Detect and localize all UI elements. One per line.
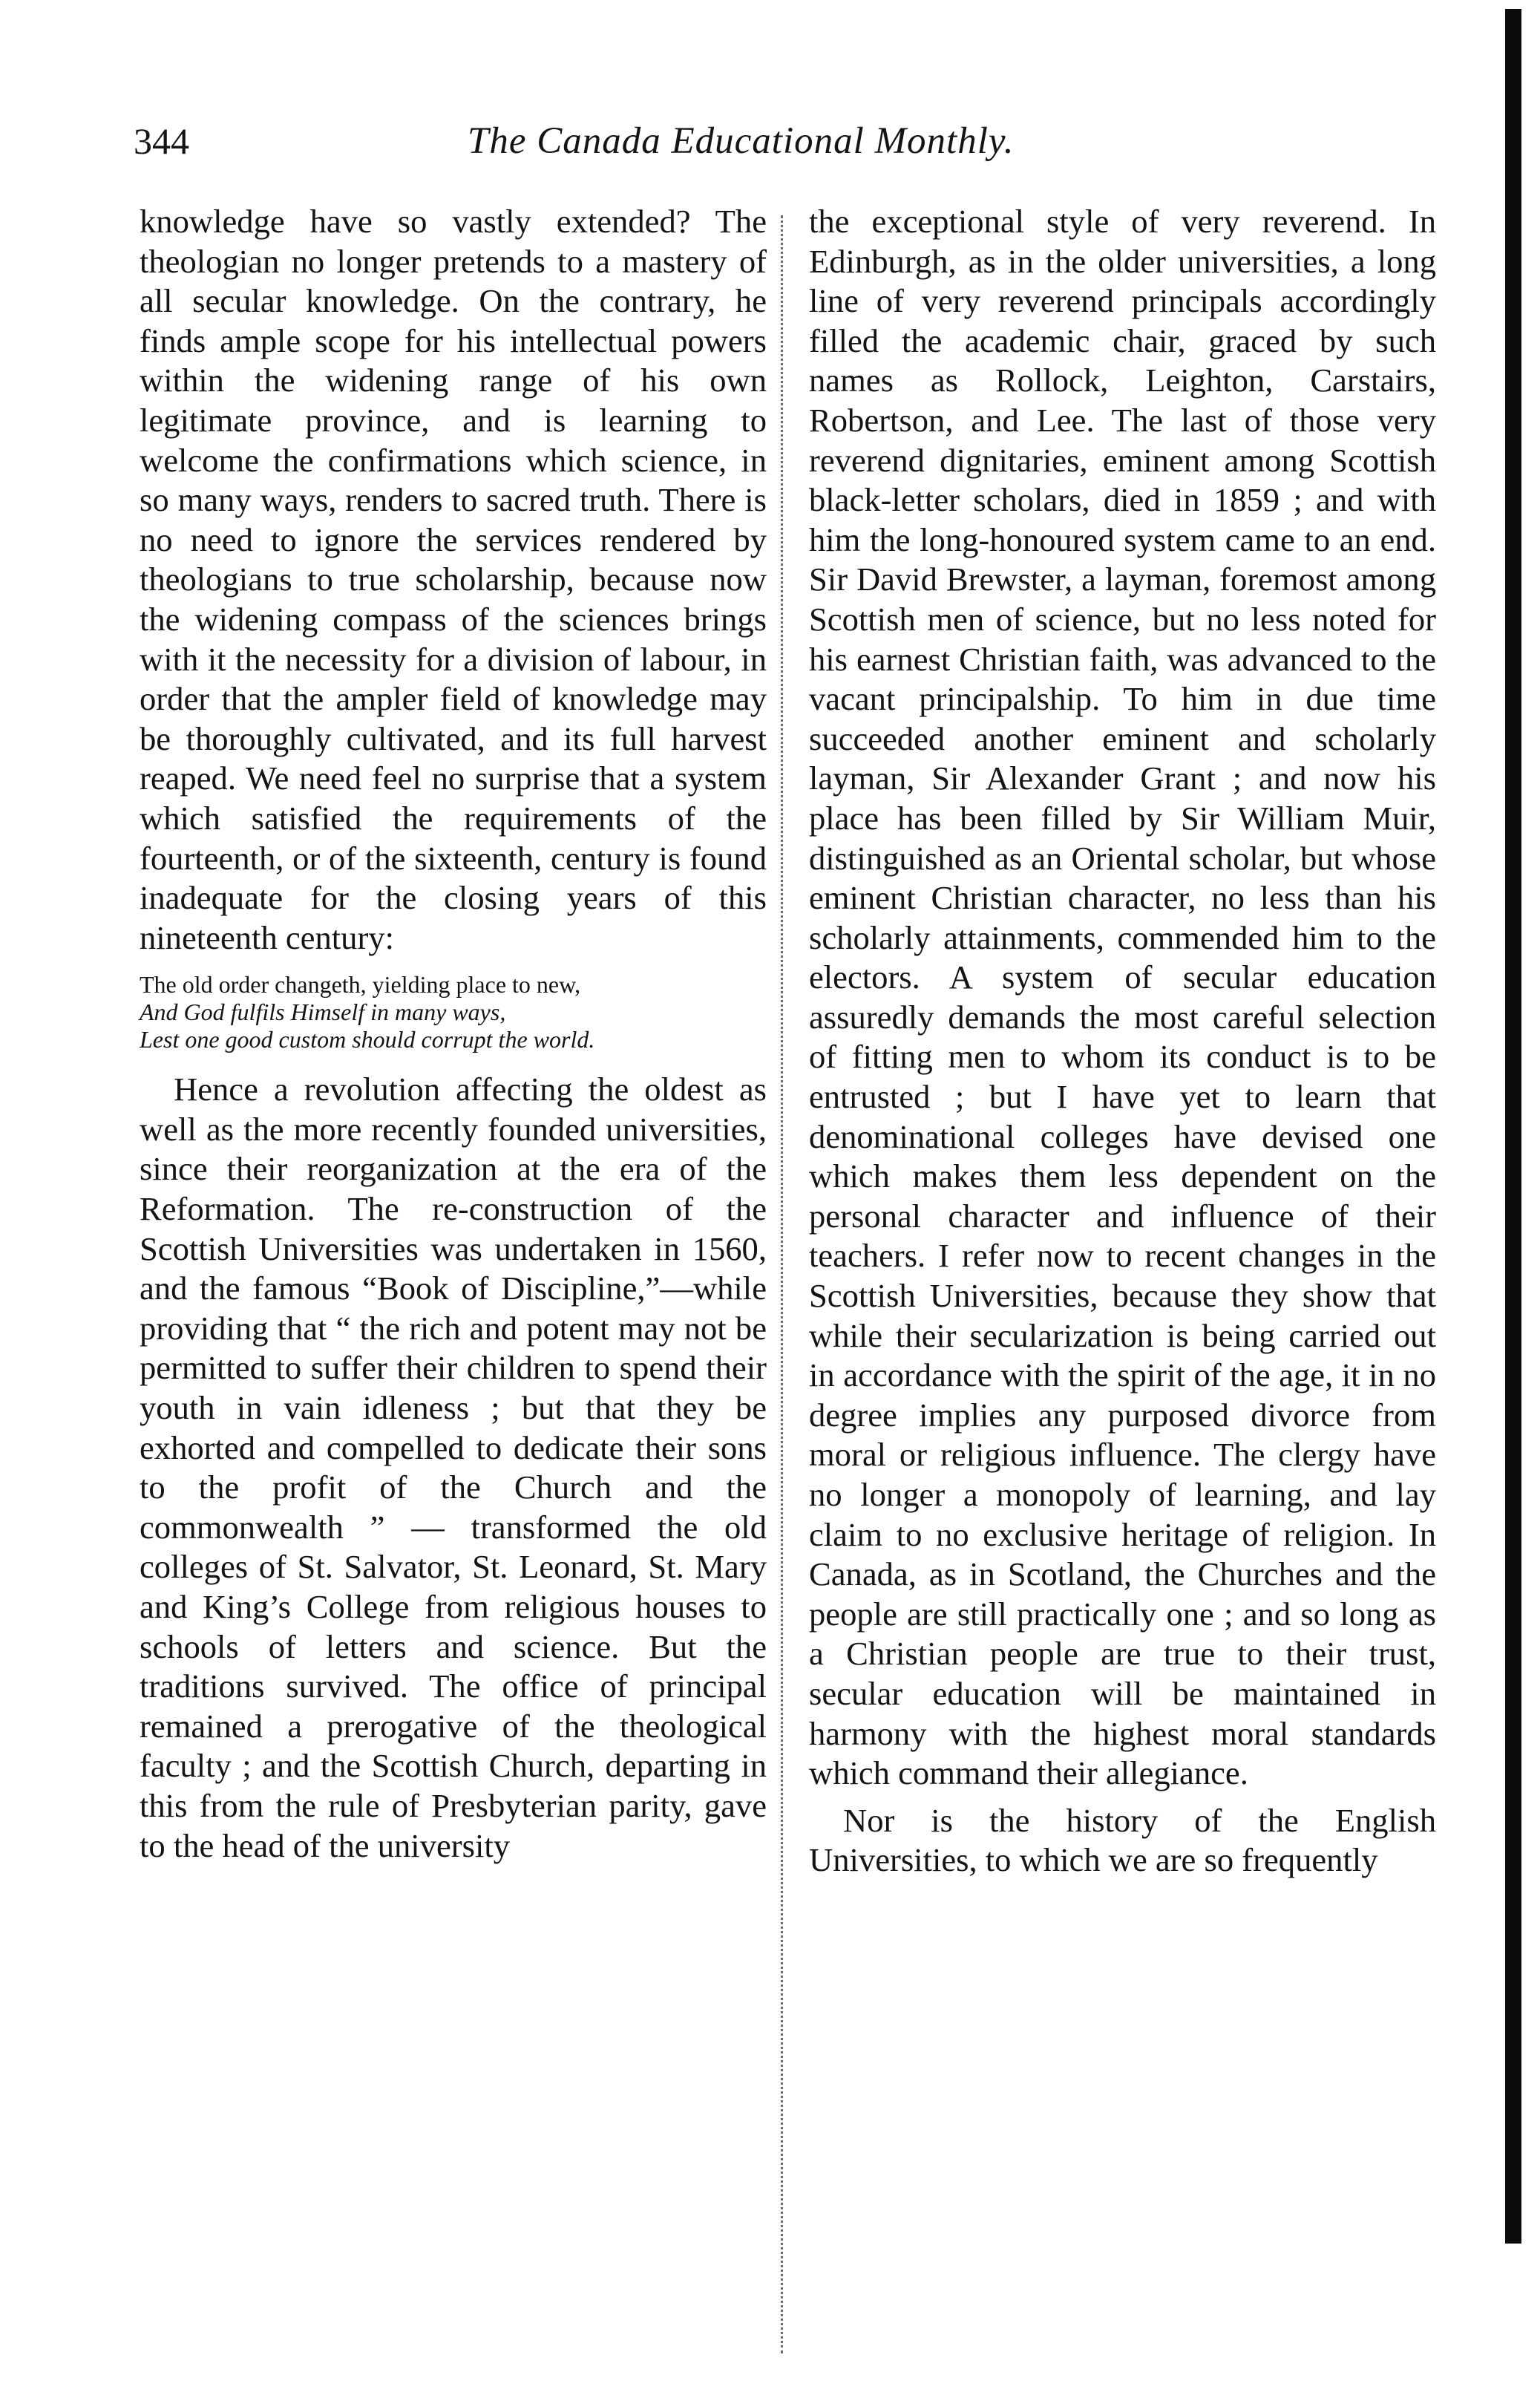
right-paragraph-1: the exceptional style of very reverend. In Edinburgh, as in the older universities, a long line of very reverend principals accordingly filled the academic chair, graced by such names as Rollock, Leighton, Carstairs, Robertson, and Lee. The last of those very reverend dignitaries, eminent among Scottish black-letter scholars, died in 1859 ; and with him the long-honoured system came to an end. Sir David Brewster, a layman, foremost among Scottish men of science, but no less noted for his earnest Christian faith, was advanced to the vacant principalship. To him in due time succeeded another eminent and scholarly layman, Sir Alexander Grant ; and now his place has been filled by Sir William Muir, distinguished as an Oriental scholar, but whose eminent Christian character, no less than his scholarly attainments, commended him to the electors. A system of secular education assuredly demands the most careful selection of fitting men to whom its conduct is to be entrusted ; but I have yet to learn that denominational colleges have devised one which makes them less dependent on the personal character and influence of their teachers. I refer now to recent changes in the Scottish Universities, because they show that while their secularization is being carried out in accordance with the spirit of the age, it in no degree implies any purposed divorce from moral or religious influence. The clergy have no longer a monopoly of learning, and lay claim to no exclusive heritage of religion. In Canada, as in Scotland, the Churches and the people are still practically one ; and so long as a Christian people are true to their trust, secular education will be maintained in harmony with the highest moral standards which command their allegiance.: [809, 203, 1436, 1792]
poem-line-1: The old order changeth, yielding place to new,: [140, 971, 581, 999]
left-paragraph-2: Hence a revolution affecting the oldest as well as the more recently founded universities, since their reorganization at the era of the Reformation. The re-construction of the Scottish Universities was undertaken in 1560, and the famous “Book of Discipline,”—while providing that “ the rich and potent may not be permitted to suffer their children to spend their youth in vain idleness ; but that they be exhorted and compelled to dedicate their sons to the profit of the Church and the commonwealth ” — transformed the old colleges of St. Salvator, St. Leonard, St. Mary and King’s College from religious houses to schools of letters and science. But the traditions survived. The office of principal remained a prerogative of the theological faculty ; and the Scottish Church, departing in this from the rule of Presbyterian parity, gave to the head of the university: [140, 1071, 767, 1864]
page-edge-bar: [1505, 9, 1521, 2244]
left-paragraph-1: knowledge have so vastly extended? The theologian no longer pretends to a mastery of all secular knowledge. On the contrary, he finds ample scope for his intellectual powers within the widening range of his own legitimate province, and is learning to welcome the confirmations which science, in so many ways, renders to sacred truth. There is no need to ignore the services rendered by theologians to true scholarship, because now the widening compass of the sciences brings with it the necessity for a division of labour, in order that the ampler field of knowledge may be thoroughly cultivated, and its full harvest reaped. We need feel no surprise that a system which satisfied the requirements of the fourteenth, or of the sixteenth, century is found inadequate for the closing years of this nineteenth century:: [140, 203, 767, 956]
left-column: [140, 202, 767, 1866]
poem-line-2: And God fulfils Himself in many ways,: [140, 999, 506, 1026]
right-paragraph-2: Nor is the history of the English Universities, to which we are so frequently: [809, 1801, 1436, 1879]
page-number: 344: [134, 120, 189, 162]
poem-quote: [140, 971, 767, 1053]
right-column: [809, 202, 1436, 1881]
column-divider: [781, 215, 783, 2353]
paragraph-gap: [809, 1794, 1436, 1801]
running-title: The Canada Educational Monthly.: [468, 120, 1015, 162]
page-header: [134, 111, 1418, 171]
poem-line-3: Lest one good custom should corrupt the world.: [140, 1026, 595, 1053]
